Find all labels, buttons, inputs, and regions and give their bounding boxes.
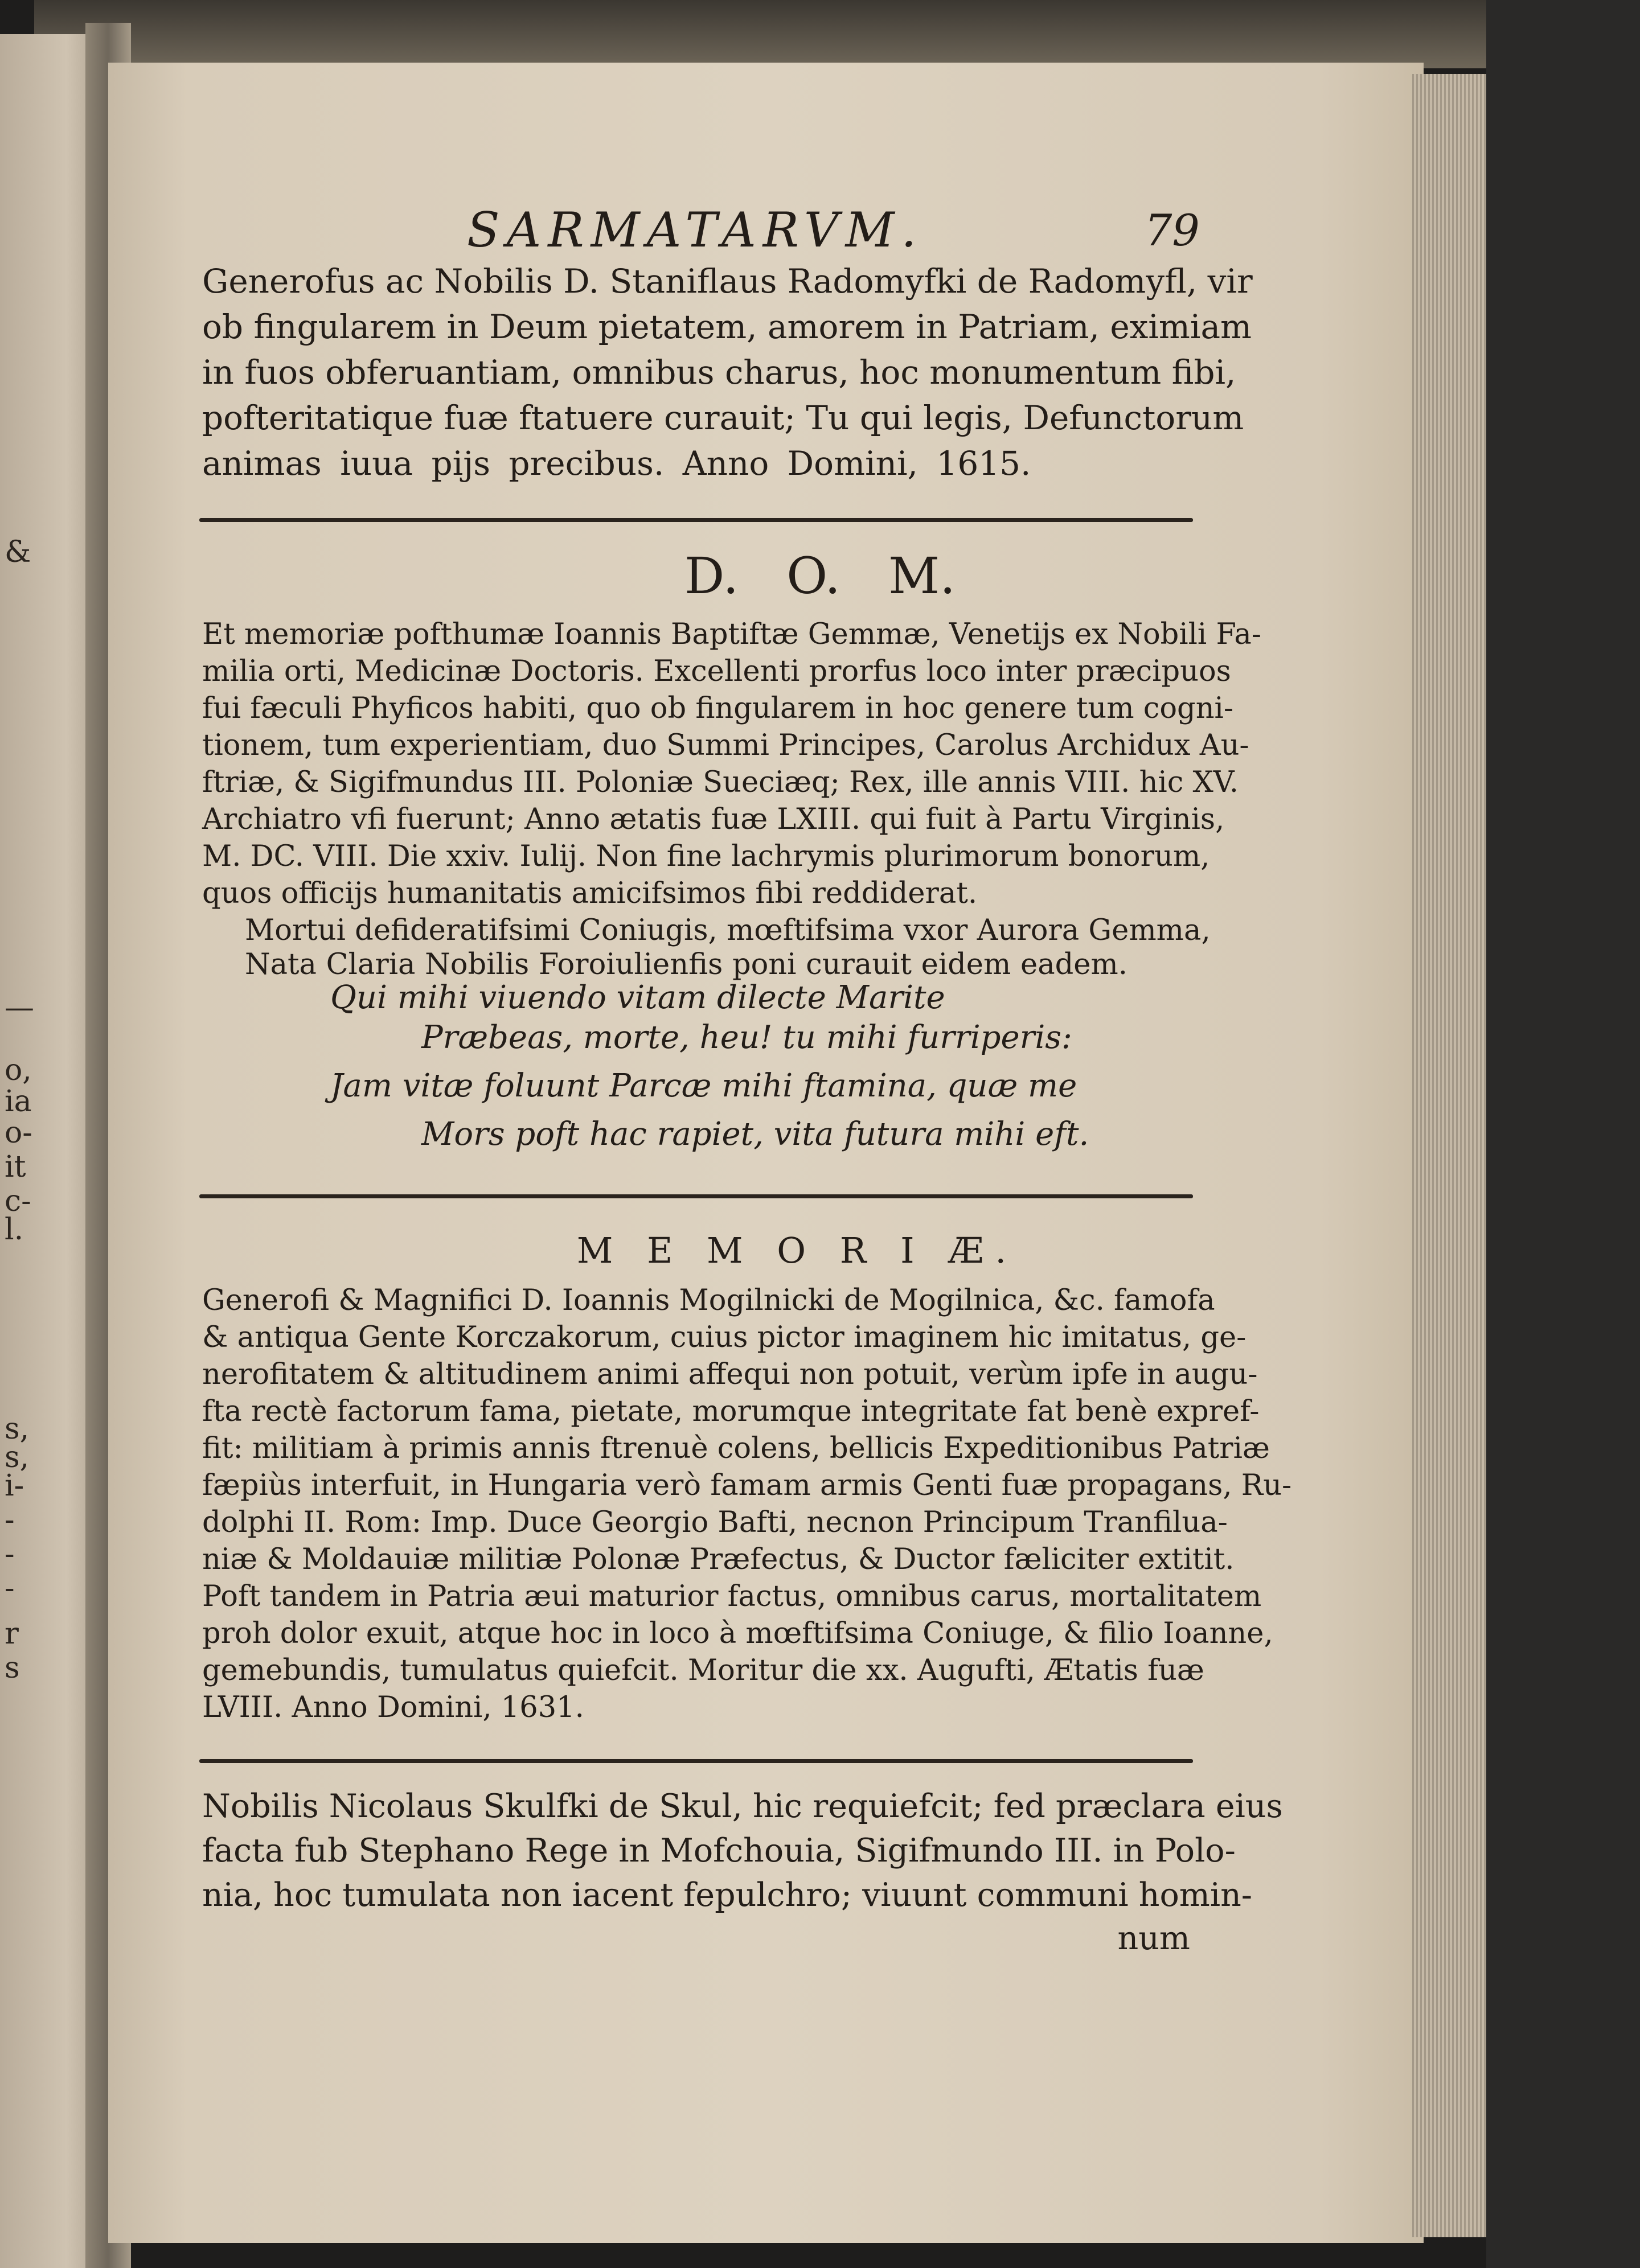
text-line: Archiatro vfi fuerunt; Anno ætatis fuæ LXIII. qui fuit à Partu Virginis, [202,803,1225,836]
margin-fragment: o, [5,1053,32,1087]
margin-fragment: s, [5,1440,30,1474]
page-number: 79 [1145,205,1200,256]
text-line: niæ & Moldauiæ militiæ Polonæ Præfectus, & Ductor fæliciter extitit. [202,1543,1235,1576]
background [1486,0,1640,2268]
book-top-edge [34,0,1515,68]
text-line: proh dolor exuit, atque hoc in loco à mœftifsima Coniuge, & filio Ioanne, [202,1617,1273,1650]
margin-fragment: — [5,991,34,1025]
margin-fragment: r [5,1617,19,1651]
text-line: & antiqua Gente Korczakorum, cuius pictor imaginem hic imitatus, ge- [202,1321,1247,1354]
text-line: fæpiùs interfuit, in Hungaria verò famam armis Genti fuæ propagans, Ru- [202,1469,1292,1502]
text-line: dolphi II. Rom: Imp. Duce Georgio Bafti, necnon Principum Tranfilua- [202,1506,1228,1539]
margin-fragment: i- [5,1469,24,1503]
margin-fragment: s [5,1651,20,1685]
catchword: num [1117,1920,1190,1957]
text-line: M. DC. VIII. Die xxiv. Iulij. Non fine lachrymis plurimorum bonorum, [202,840,1210,873]
text-line: Nobilis Nicolaus Skulfki de Skul, hic requiefcit; fed præclara eius [202,1788,1283,1825]
running-title: SARMATARVM. [467,202,924,258]
section-heading: D. O. M. [684,547,956,605]
text-line: LVIII. Anno Domini, 1631. [202,1691,584,1724]
text-line: ftriæ, & Sigifmundus III. Poloniæ Sueciæq; Rex, ille annis VIII. hic XV. [202,766,1239,799]
margin-fragment: & [5,535,31,569]
text-line: Et memoriæ pofthumæ Ioannis Baptiftæ Gemmæ, Venetijs ex Nobili Fa- [202,618,1262,651]
section-heading: M E M O R I Æ. [576,1230,1018,1271]
text-line: nerofitatem & altitudinem animi affequi non potuit, verùm ipfe in augu- [202,1358,1258,1391]
text-line: pofteritatique fuæ ftatuere curauit; Tu qui legis, Defunctorum [202,398,1244,437]
text-line: fit: militiam à primis annis ftrenuè colens, bellicis Expeditionibus Patriæ [202,1432,1270,1465]
margin-fragment: - [5,1503,15,1537]
text-line: ob fingularem in Deum pietatem, amorem in Patriam, eximiam [202,307,1252,346]
text-line: in fuos obferuantiam, omnibus charus, hoc monumentum fibi, [202,353,1236,392]
margin-fragment: s, [5,1412,30,1446]
text-line: animas iuua pijs precibus. Anno Domini, 1615. [202,444,1031,483]
text-line: quos officijs humanitatis amicifsimos fibi reddiderat. [202,877,978,910]
text-line: Mortui defideratifsimi Coniugis, mœftifsima vxor Aurora Gemma, [245,914,1211,947]
text-line: tionem, tum experientiam, duo Summi Principes, Carolus Archidux Au- [202,729,1249,762]
margin-fragment: l. [5,1213,24,1247]
text-line: Generofi & Magnifici D. Ioannis Mogilnicki de Mogilnica, &c. famofa [202,1284,1215,1317]
divider-rule [199,518,1193,522]
margin-fragment: - [5,1571,15,1605]
divider-rule [199,1194,1193,1198]
margin-fragment: - [5,1537,15,1571]
margin-fragment: c- [5,1184,31,1218]
verse-line: Jam vitæ foluunt Parcæ mihi ftamina, quæ me [330,1067,1077,1104]
page-edges [1412,74,1486,2237]
text-line: Nata Claria Nobilis Foroiulienfis poni curauit eidem eadem. [245,948,1128,981]
verse-line: Qui mihi viuendo vitam dilecte Marite [330,979,945,1016]
text-line: fui fæculi Phyficos habiti, quo ob fingularem in hoc genere tum cogni- [202,692,1234,725]
text-line: facta fub Stephano Rege in Mofchouia, Sigifmundo III. in Polo- [202,1832,1236,1870]
text-line: milia orti, Medicinæ Doctoris. Excellenti prorfus loco inter præcipuos [202,655,1231,688]
text-line: nia, hoc tumulata non iacent fepulchro; viuunt communi homin- [202,1876,1253,1914]
text-line: Generofus ac Nobilis D. Staniflaus Radomyfki de Radomyfl, vir [202,262,1253,301]
text-line: fta rectè factorum fama, pietate, morumque integritate fat benè expref- [202,1395,1260,1428]
margin-fragment: ia [5,1084,32,1119]
text-line: gemebundis, tumulatus quiefcit. Moritur die xx. Augufti, Ætatis fuæ [202,1654,1204,1687]
text-line: Poft tandem in Patria æui maturior factus, omnibus carus, mortalitatem [202,1580,1262,1613]
margin-fragment: it [5,1150,26,1184]
divider-rule [199,1759,1193,1763]
verse-line: Præbeas, morte, heu! tu mihi furriperis: [421,1019,1072,1056]
verse-line: Mors poft hac rapiet, vita futura mihi eft. [421,1116,1089,1153]
margin-fragment: o- [5,1116,32,1150]
